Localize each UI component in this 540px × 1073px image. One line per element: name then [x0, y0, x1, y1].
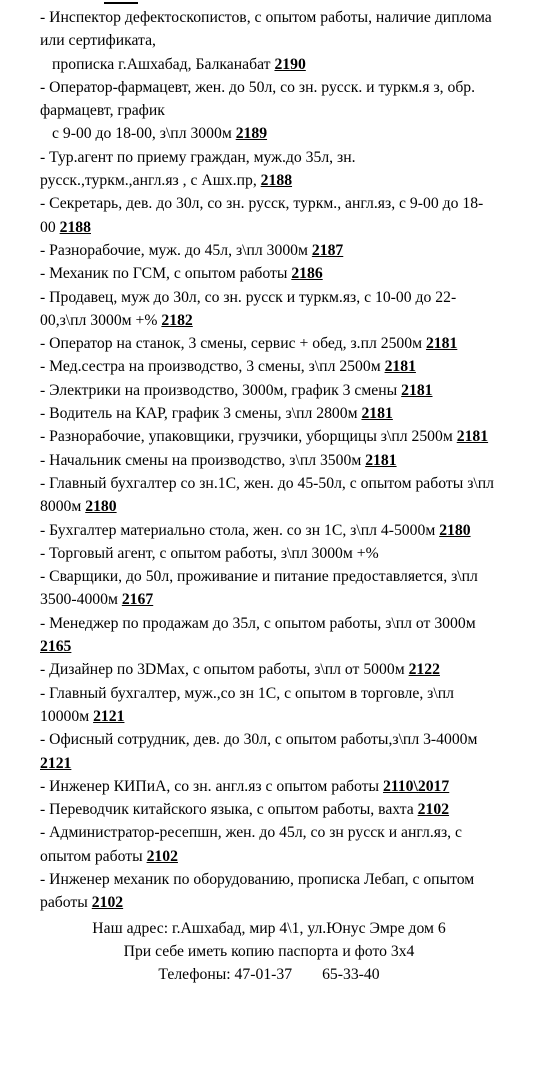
job-listing [40, 355, 498, 378]
job-listing-text: - Начальник смены на производство, з\пл 3500м [40, 451, 362, 469]
job-listing-code: 2181 [425, 335, 458, 353]
footer-phone-2: 65-33-40 [322, 966, 380, 984]
job-listing-text: - Секретарь, дев. до 30л, со зн. русск, туркм., англ.яз, с 9-00 до 18-00 [40, 195, 484, 236]
job-listing-text: - Оператор на станок, 3 смены, сервис + обед, з.пл 2500м [40, 335, 423, 353]
job-listing [40, 868, 498, 915]
job-listing-code: 2180 [439, 521, 471, 539]
job-listing-text: - Главный бухгалтер, муж.,со зн 1С, с опытом в торговле, з\пл 10000м [40, 684, 454, 725]
job-listing-text: - Переводчик китайского языка, с опытом работы, вахта [40, 801, 414, 819]
job-listing-code: 2186 [291, 265, 323, 283]
job-listing-code: 2181 [361, 405, 393, 423]
contact-footer [40, 917, 498, 987]
job-listing-code: 2102 [146, 847, 178, 865]
job-listing-text: - Инженер КИПиА, со зн. англ.яз с опытом работы [40, 777, 380, 795]
job-listing-code: 2110\2017 [382, 777, 450, 795]
job-listing-code: 2167 [121, 591, 154, 609]
job-listing-code: 2190 [274, 55, 306, 73]
job-listing-text: - Продавец, муж до 30л, со зн. русск и туркм.яз, с 10-00 до 22-00,з\пл 3000м +% [40, 288, 457, 329]
job-listings-document [40, 6, 498, 986]
job-listing [40, 402, 498, 425]
job-listing-text: - Бухгалтер материально стола, жен. со зн 1С, з\пл 4-5000м [40, 521, 436, 539]
job-listings [40, 6, 498, 915]
job-listing-text: - Мед.сестра на производство, 3 смены, з\пл 2500м [40, 358, 381, 376]
job-listing [40, 192, 498, 239]
job-listing [40, 262, 498, 285]
job-listing [40, 798, 498, 821]
job-listing-text: - Разнорабочие, муж. до 45л, з\пл 3000м [40, 241, 308, 259]
job-listing-code: 2165 [40, 638, 72, 656]
job-listing-code: 2187 [311, 241, 344, 259]
job-listing-text: - Сварщики, до 50л, проживание и питание предоставляется, з\пл 3500-4000м [40, 568, 478, 609]
job-listing [40, 728, 498, 775]
job-listing-code: 2182 [161, 311, 193, 329]
job-listing-text: - Офисный сотрудник, дев. до 30л, с опытом работы,з\пл 3-4000м [40, 731, 478, 749]
job-listing [40, 425, 498, 448]
job-listing-code: 2181 [456, 428, 489, 446]
job-listing [40, 76, 498, 146]
job-listing-code: 2102 [91, 894, 124, 912]
top-underline-mark [104, 0, 138, 4]
job-listing [40, 286, 498, 333]
footer-phone-1: Телефоны: 47-01-37 [158, 966, 293, 984]
job-listing [40, 658, 498, 681]
job-listing-continuation: прописка г.Ашхабад, Балканабат [52, 55, 271, 73]
job-listing-code: 2188 [260, 172, 293, 190]
job-listing-text: - Менеджер по продажам до 35л, с опытом работы, з\пл от 3000м [40, 614, 476, 632]
job-listing-text: - Торговый агент, с опытом работы, з\пл 3000м +% [40, 544, 379, 562]
job-listing [40, 332, 498, 355]
job-listing [40, 565, 498, 612]
job-listing-text: - Электрики на производство, 3000м, график 3 смены [40, 381, 398, 399]
job-listing-continuation: с 9-00 до 18-00, з\пл 3000м [52, 125, 232, 143]
job-listing-code: 2102 [417, 801, 450, 819]
job-listing [40, 775, 498, 798]
job-listing-code: 2180 [85, 498, 117, 516]
job-listing-code: 2121 [40, 754, 72, 772]
footer-phones [40, 963, 498, 986]
job-listing-text: - Разнорабочие, упаковщики, грузчики, уборщицы з\пл 2500м [40, 428, 453, 446]
job-listing-text: - Дизайнер по 3DMax, с опытом работы, з\пл от 5000м [40, 661, 405, 679]
job-listing [40, 6, 498, 76]
job-listing-text: - Механик по ГСМ, с опытом работы [40, 265, 288, 283]
job-listing-text: - Главный бухгалтер со зн.1С, жен. до 45-50л, с опытом работы з\пл 8000м [40, 474, 494, 516]
job-listing [40, 146, 498, 193]
job-listing [40, 519, 498, 542]
job-listing-code: 2122 [408, 661, 440, 679]
job-listing-text: - Инспектор дефектоскопистов, с опытом работы, наличие диплома или сертификата, [40, 9, 492, 50]
job-listing-text: - Администратор-ресепшн, жен. до 45л, со зн русск и англ.яз, с опытом работы [40, 824, 462, 865]
footer-note: При себе иметь копию паспорта и фото 3х4 [123, 942, 415, 960]
job-listing-code: 2189 [235, 125, 268, 143]
job-listing-code: 2181 [384, 358, 416, 376]
job-listing-code: 2181 [365, 451, 397, 469]
job-listing-text: - Водитель на КАР, график 3 смены, з\пл 2800м [40, 405, 358, 423]
footer-address: Наш адрес: г.Ашхабад, мир 4\1, ул.Юнус Эмре дом 6 [92, 919, 446, 937]
job-listing-text: - Оператор-фармацевт, жен. до 50л, со зн. русск. и туркм.я з, обр. фармацевт, график [40, 78, 476, 120]
job-listing [40, 612, 498, 659]
job-listing-text: - Тур.агент по приему граждан, муж.до 35л, зн. русск.,туркм.,англ.яз , с Ашх.пр, [40, 148, 356, 190]
job-listing-text: - Инженер механик по оборудованию, прописка Лебап, с опытом работы [40, 870, 475, 912]
job-listing [40, 472, 498, 519]
job-listing [40, 542, 498, 565]
job-listing-code: 2181 [401, 381, 433, 399]
job-listing [40, 449, 498, 472]
job-listing-code: 2188 [59, 218, 91, 236]
job-listing [40, 682, 498, 729]
job-listing [40, 821, 498, 868]
job-listing [40, 239, 498, 262]
job-listing [40, 379, 498, 402]
job-listing-code: 2121 [93, 707, 125, 725]
